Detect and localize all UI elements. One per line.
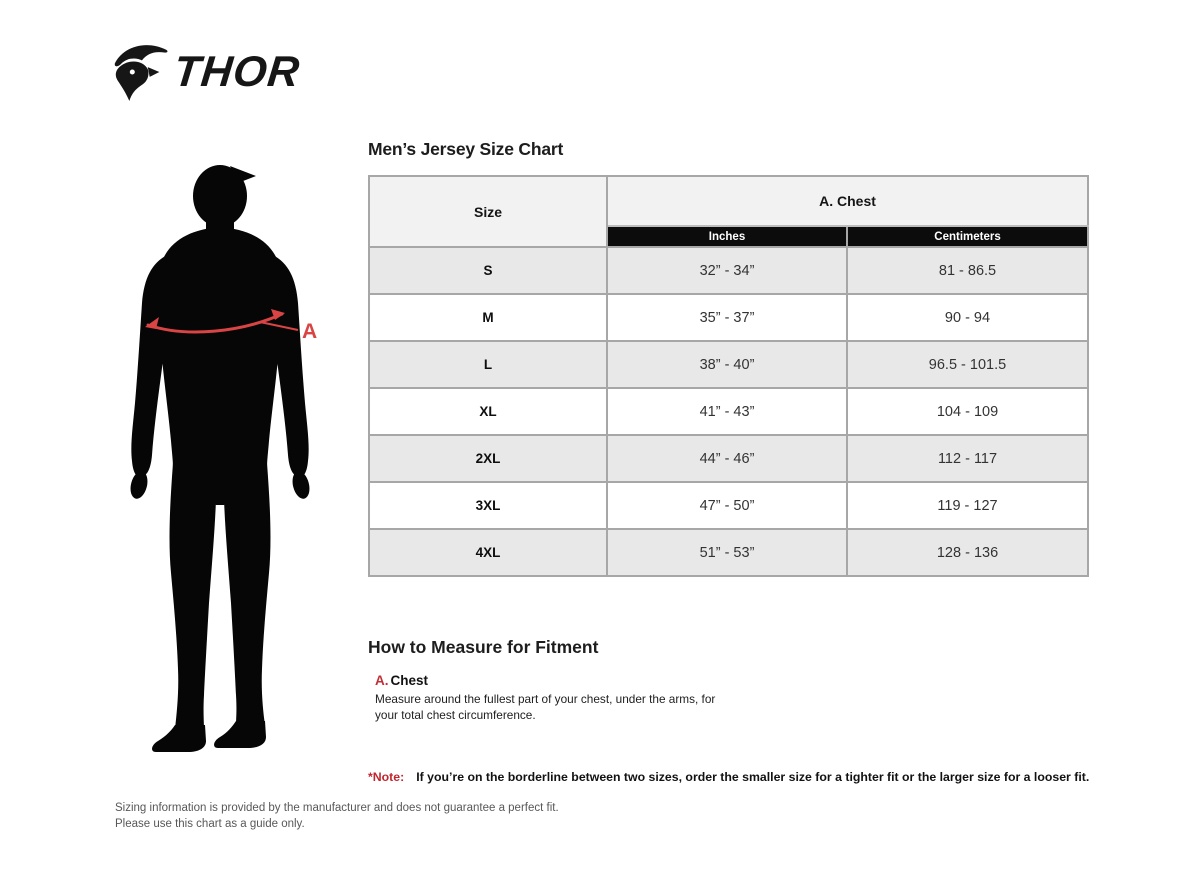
table-row [369, 529, 1088, 576]
centimeters-cell: 112 - 117 [847, 435, 1088, 482]
disclaimer-line-2: Please use this chart as a guide only. [115, 817, 305, 830]
table-row [369, 247, 1088, 294]
centimeters-cell: 90 - 94 [847, 294, 1088, 341]
centimeters-column-header: Centimeters [847, 226, 1088, 247]
body-measurement-figure [112, 162, 332, 794]
thor-goat-icon [112, 40, 170, 104]
size-chart-title: Men’s Jersey Size Chart [368, 139, 564, 159]
inches-cell: 41” - 43” [607, 388, 847, 435]
size-cell: 3XL [369, 482, 607, 529]
centimeters-cell: 128 - 136 [847, 529, 1088, 576]
centimeters-cell: 104 - 109 [847, 388, 1088, 435]
size-column-header: Size [369, 176, 607, 247]
inches-cell: 32” - 34” [607, 247, 847, 294]
size-cell: 4XL [369, 529, 607, 576]
measure-item-description: Measure around the fullest part of your chest, under the arms, for your total chest circumference. [375, 692, 716, 722]
thor-logo [112, 40, 303, 104]
disclaimer [115, 801, 559, 832]
table-row [369, 388, 1088, 435]
chest-point-label: A [302, 320, 318, 343]
centimeters-cell: 96.5 - 101.5 [847, 341, 1088, 388]
size-cell: S [369, 247, 607, 294]
size-table [368, 175, 1089, 577]
inches-column-header: Inches [607, 226, 847, 247]
size-cell: 2XL [369, 435, 607, 482]
table-row [369, 294, 1088, 341]
size-cell: XL [369, 388, 607, 435]
inches-cell: 38” - 40” [607, 341, 847, 388]
disclaimer-line-1: Sizing information is provided by the manufacturer and does not guarantee a perfect fit. [115, 802, 559, 814]
inches-cell: 51” - 53” [607, 529, 847, 576]
centimeters-cell: 119 - 127 [847, 482, 1088, 529]
size-cell: M [369, 294, 607, 341]
table-header-row [369, 176, 1088, 226]
measure-item-name: Chest [390, 673, 429, 688]
measure-guide-title: How to Measure for Fitment [368, 637, 599, 657]
table-row [369, 482, 1088, 529]
table-row [369, 341, 1088, 388]
measure-item-chest [375, 673, 735, 723]
measure-item-letter: A. [375, 673, 389, 688]
inches-cell: 44” - 46” [607, 435, 847, 482]
note-label: *Note: [368, 770, 405, 784]
table-row [369, 435, 1088, 482]
centimeters-cell: 81 - 86.5 [847, 247, 1088, 294]
size-cell: L [369, 341, 607, 388]
inches-cell: 35” - 37” [607, 294, 847, 341]
note-text: If you’re on the borderline between two sizes, order the smaller size for a tighter fit or the larger size for a looser fit. [416, 770, 1090, 784]
measure-item-heading [375, 673, 735, 688]
sizing-note [368, 770, 1089, 784]
inches-cell: 47” - 50” [607, 482, 847, 529]
chest-group-header: A. Chest [607, 176, 1088, 226]
thor-logo-text: THOR [171, 48, 303, 96]
man-silhouette-illustration [112, 162, 332, 794]
